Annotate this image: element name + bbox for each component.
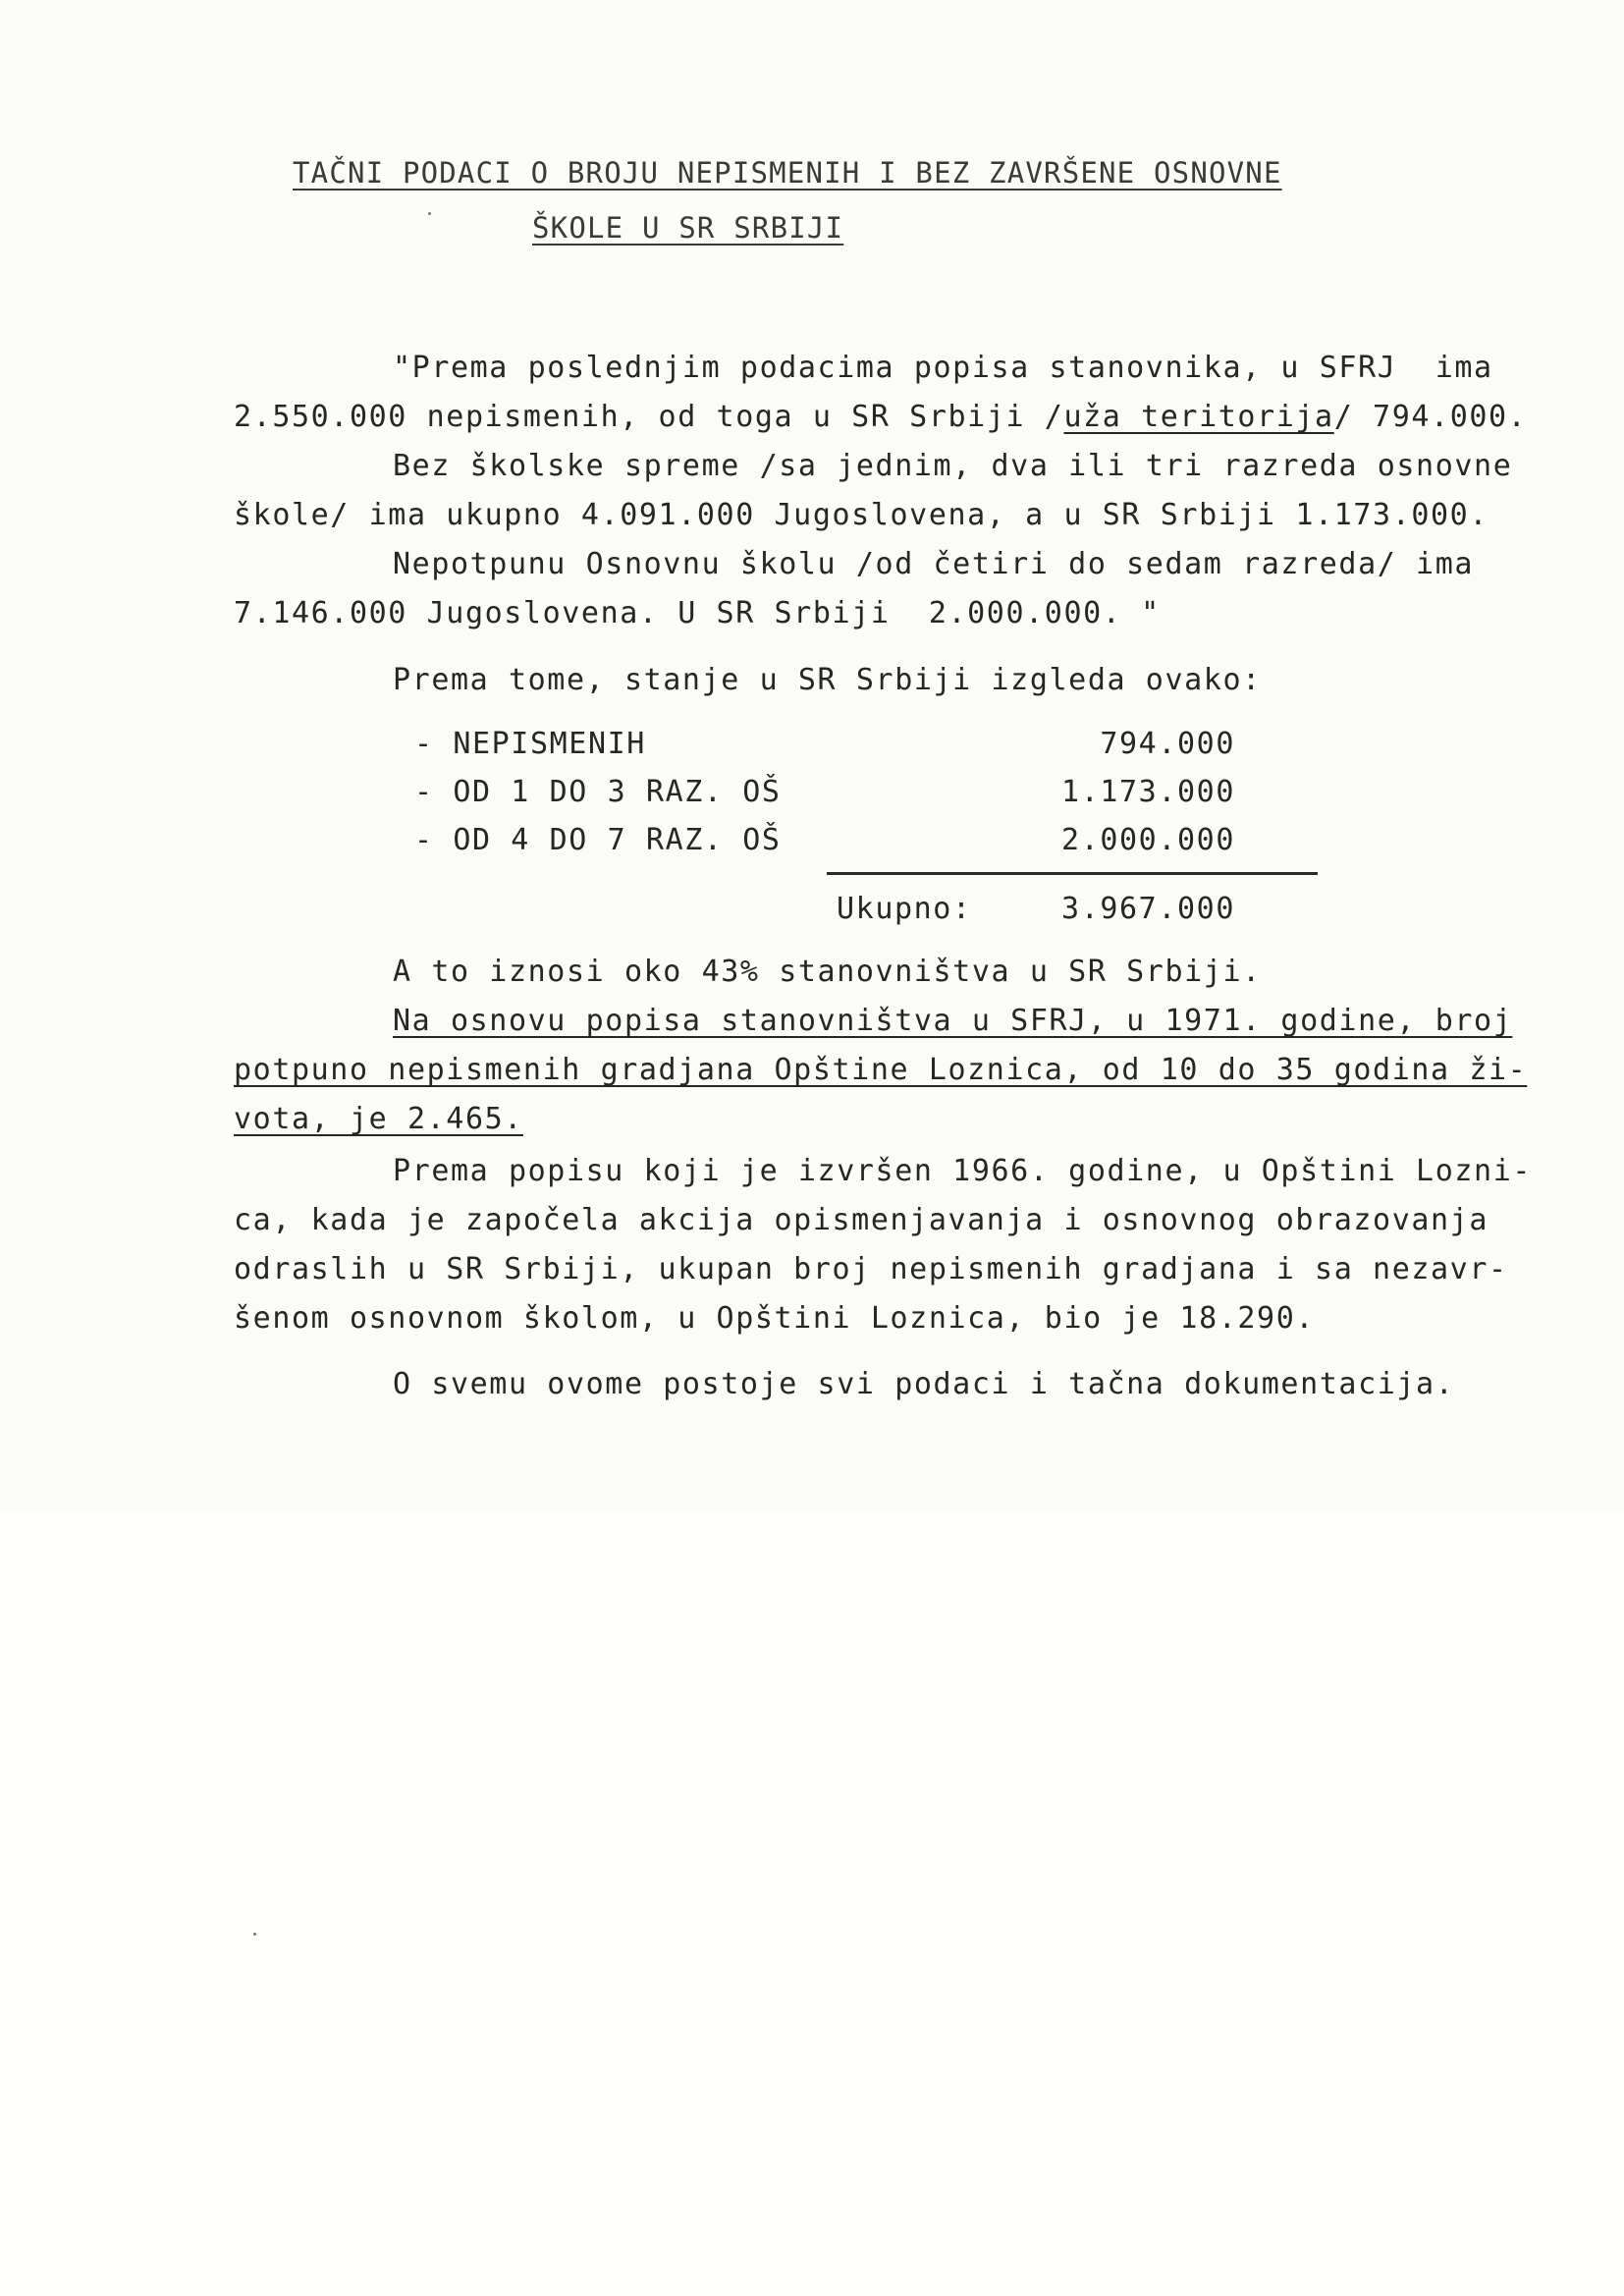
table-row-3-label: - OD 4 DO 7 RAZ. OŠ [414,823,782,857]
paper-speck [428,212,431,215]
survey-line-3: odraslih u SR Srbiji, ukupan broj nepismenih gradjana i sa nezavr- [234,1252,1508,1286]
closing-line: O svemu ovome postoje svi podaci i tačna dokumentacija. [393,1367,1455,1401]
quote-line-5: Nepotpunu Osnovnu školu /od četiri do sedam razreda/ ima [393,547,1475,581]
quote-line-2a: 2.550.000 nepismenih, od toga u SR Srbiji / [234,400,1064,434]
survey-line-2: ca, kada je započela akcija opismenjavanja i osnovnog obrazovanja [234,1203,1489,1237]
census-line-3: vota, je 2.465. [234,1102,523,1136]
table-total-value: 3.967.000 [1061,892,1235,926]
title-line-2: ŠKOLE U SR SRBIJI [532,211,844,245]
quote-line-2c: / 794.000. [1333,400,1528,434]
survey-line-1: Prema popisu koji je izvršen 1966. godine, u Opštini Lozni- [393,1154,1533,1188]
quote-line-3: Bez školske spreme /sa jednim, dva ili tri razreda osnovne [393,449,1513,483]
census-line-2: potpuno nepismenih gradjana Opštine Loznica, od 10 do 35 godina ži- [234,1053,1528,1087]
quote-line-1: "Prema poslednjim podacima popisa stanovnika, u SFRJ ima [393,351,1493,385]
table-total-label: Ukupno: [837,892,972,926]
table-row-1-value: 794.000 [1100,727,1235,761]
table-row-3-value: 2.000.000 [1061,823,1235,857]
quote-line-6: 7.146.000 Jugoslovena. U SR Srbiji 2.000.000. " [234,596,1161,630]
quote-line-4: škole/ ima ukupno 4.091.000 Jugoslovena, a u SR Srbiji 1.173.000. [234,498,1489,532]
survey-line-4: šenom osnovnom školom, u Opštini Loznica, bio je 18.290. [234,1301,1316,1336]
table-row-2-value: 1.173.000 [1061,775,1235,809]
title-line-1: TAČNI PODACI O BROJU NEPISMENIH I BEZ ZAVRŠENE OSNOVNE [293,156,1282,190]
table-row-1-label: - NEPISMENIH [414,727,646,761]
table-row-2-label: - OD 1 DO 3 RAZ. OŠ [414,775,782,809]
quote-line-2-underlined: uža teritorija [1063,400,1334,434]
percent-line: A to iznosi oko 43% stanovništva u SR Srbiji. [393,955,1262,989]
quote-line-2 [234,400,1527,435]
table-intro: Prema tome, stanje u SR Srbiji izgleda ovako: [393,663,1262,697]
table-sum-rule [827,872,1318,875]
census-line-1: Na osnovu popisa stanovništva u SFRJ, u 1971. godine, broj [393,1004,1513,1038]
paper-speck [253,1933,256,1936]
